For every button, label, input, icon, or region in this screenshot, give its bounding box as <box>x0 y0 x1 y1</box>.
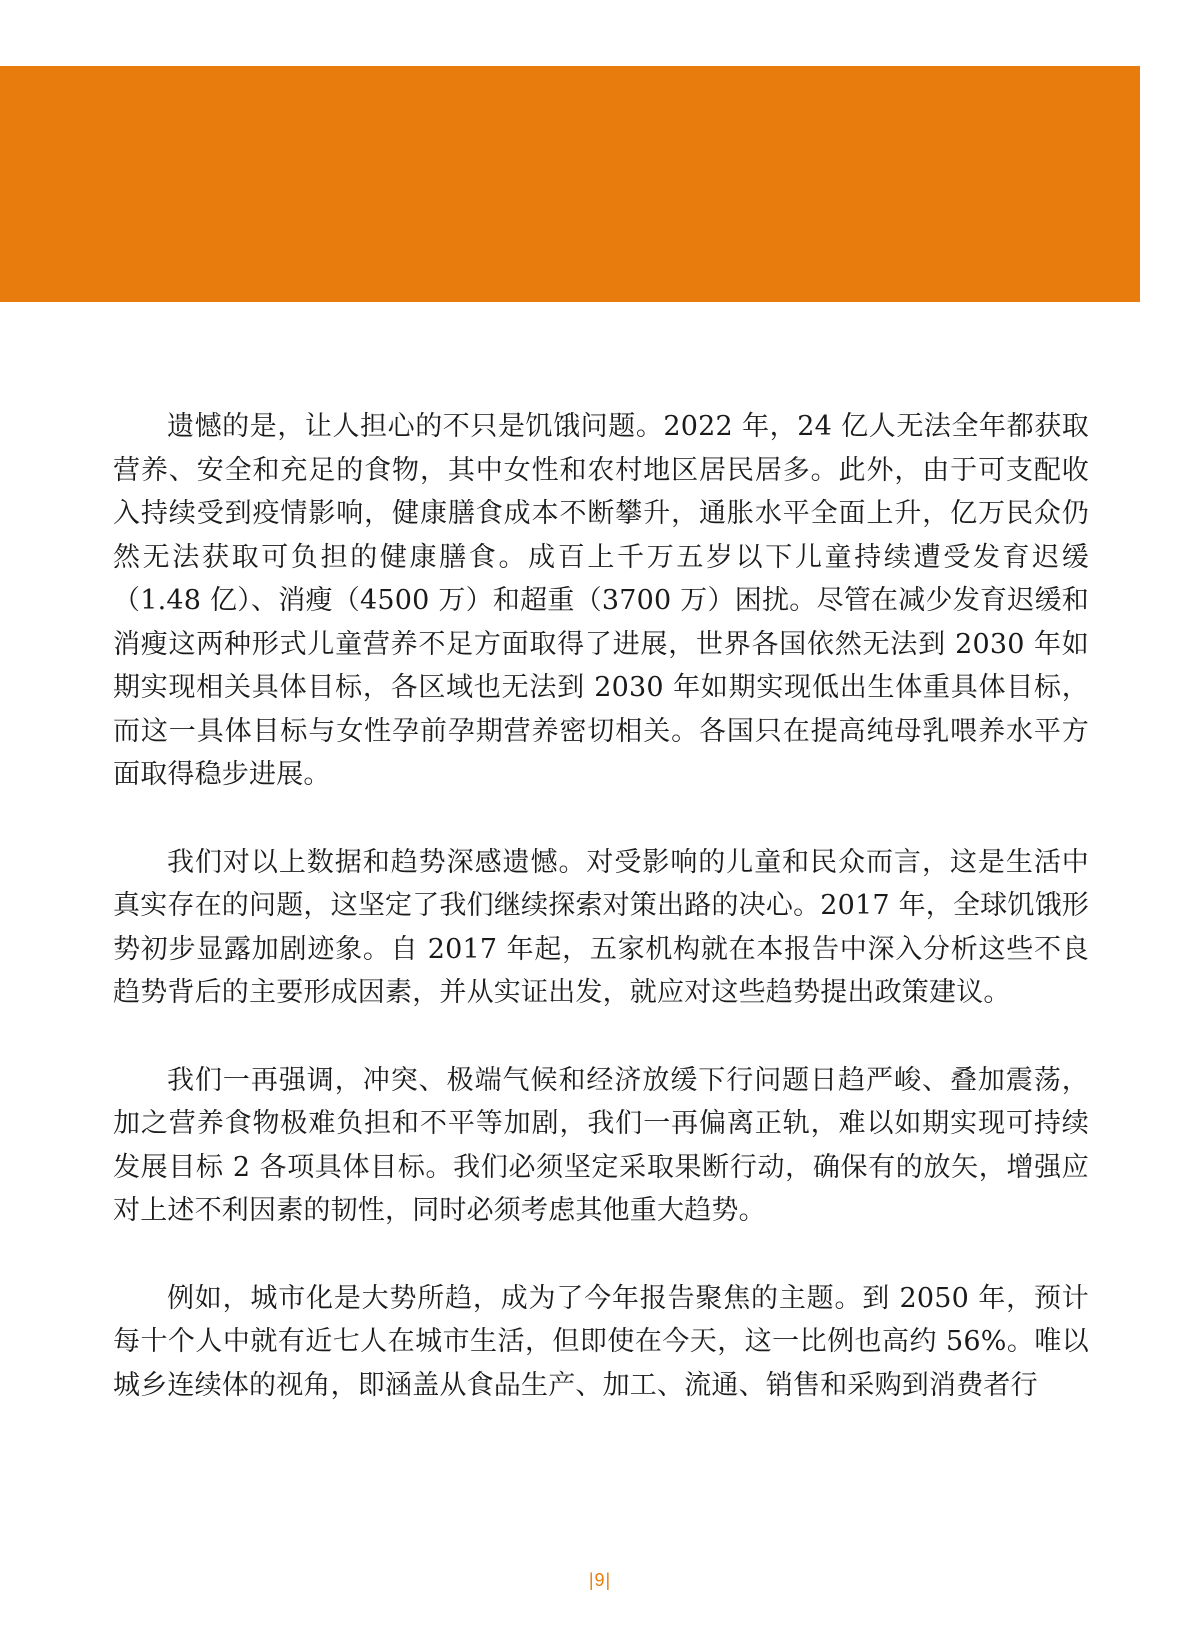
paragraph-2: 我们对以上数据和趋势深感遗憾。对受影响的儿童和民众而言，这是生活中真实存在的问题，这坚定了我们继续探索对策出路的决心。2017 年，全球饥饿形势初步显露加剧迹象。自 2017 年起，五家机构就在本报告中深入分析这些不良趋势背后的主要形成因素，并从实证出发，就应对这些趋势提出政策建议。 <box>113 846 1089 1008</box>
paragraph-3: 我们一再强调，冲突、极端气候和经济放缓下行问题日趋严峻、叠加震荡，加之营养食物极难负担和不平等加剧，我们一再偏离正轨，难以如期实现可持续发展目标 2 各项具体目标。我们必须坚定采取果断行动，确保有的放矢，增强应对上述不利因素的韧性，同时必须考虑其他重大趋势。 <box>113 1064 1089 1226</box>
paragraph-4: 例如，城市化是大势所趋，成为了今年报告聚焦的主题。到 2050 年，预计每十个人中就有近七人在城市生活，但即使在今天，这一比例也高约 56%。唯以城乡连续体的视角，即涵盖从食品生产、加工、流通、销售和采购到消费者行 <box>113 1282 1089 1401</box>
header-banner <box>0 66 1140 302</box>
paragraph-1: 遗憾的是，让人担心的不只是饥饿问题。2022 年，24 亿人无法全年都获取营养、安全和充足的食物，其中女性和农村地区居民居多。此外，由于可支配收入持续受到疫情影响，健康膳食成本不断攀升，通胀水平全面上升，亿万民众仍然无法获取可负担的健康膳食。成百上千万五岁以下儿童持续遭受发育迟缓（1.48 亿）、消瘦（4500 万）和超重（3700 万）困扰。尽管在减少发育迟缓和消瘦这两种形式儿童营养不足方面取得了进展，世界各国依然无法到 2030 年如期实现相关具体目标，各区域也无法到 2030 年如期实现低出生体重具体目标，而这一具体目标与女性孕前孕期营养密切相关。各国只在提高纯母乳喂养水平方面取得稳步进展。 <box>113 411 1089 790</box>
page-number: |9| <box>588 1570 612 1590</box>
body-text <box>113 405 1089 1451</box>
